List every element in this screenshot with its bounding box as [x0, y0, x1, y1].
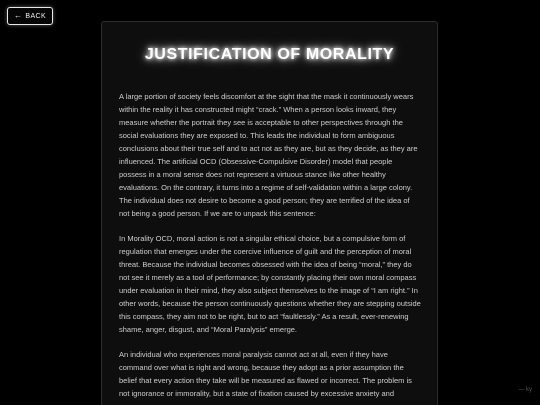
- back-button[interactable]: [7, 7, 53, 25]
- article-body: [119, 90, 421, 405]
- footer-mark: — ky: [518, 387, 532, 393]
- article-paragraph: A large portion of society feels discomfort at the sight that the mask it continuously wears within the reality it has constructed might “crack.” When a person looks inward, they measure whether the portrait they see is acceptable to other perspectives through the social evaluations they are exposed to. This leads the individual to form ambiguous conclusions about their true self and to act not as they are, but as they decide, as they are influenced. The artificial OCD (Obsessive-Compulsive Disorder) model that people possess in a moral sense does not represent a virtuous stance like other healthy evaluations. On the contrary, it turns into a regime of self-validation within a large colony. The individual does not desire to become a good person; they are terrified of the idea of not being a good person. If we are to unpack this sentence:: [119, 92, 418, 218]
- back-arrow-icon: ←: [14, 11, 23, 20]
- article-paragraph: An individual who experiences moral paralysis cannot act at all, even if they have command over what is right and wrong, because they adopt as a prior assumption the belief that every action they take will be measured as flawed or incorrect. The problem is not ignorance or immorality, but a state of fixation caused by excessive anxiety and: [119, 350, 412, 398]
- article-card: [101, 21, 438, 405]
- article-title: JUSTIFICATION OF MORALITY: [144, 46, 395, 63]
- back-button-label: BACK: [25, 12, 47, 20]
- article-paragraph: In Morality OCD, moral action is not a singular ethical choice, but a compulsive form of regulation that emerges under the coercive influence of guilt and the perception of moral threat. Because the individual becomes obsessed with the idea of being “moral,” they do not see it merely as a tool of performance; by constantly placing their own moral compass under evaluation in their mind, they also subject themselves to the image of “I am right.” In other words, because the person continuously questions whether they are stepping outside this compass, they aim not to be right, but to act “faultlessly.” As a result, ever-renewing shame, anger, disgust, and “Moral Paralysis” emerge.: [119, 234, 421, 334]
